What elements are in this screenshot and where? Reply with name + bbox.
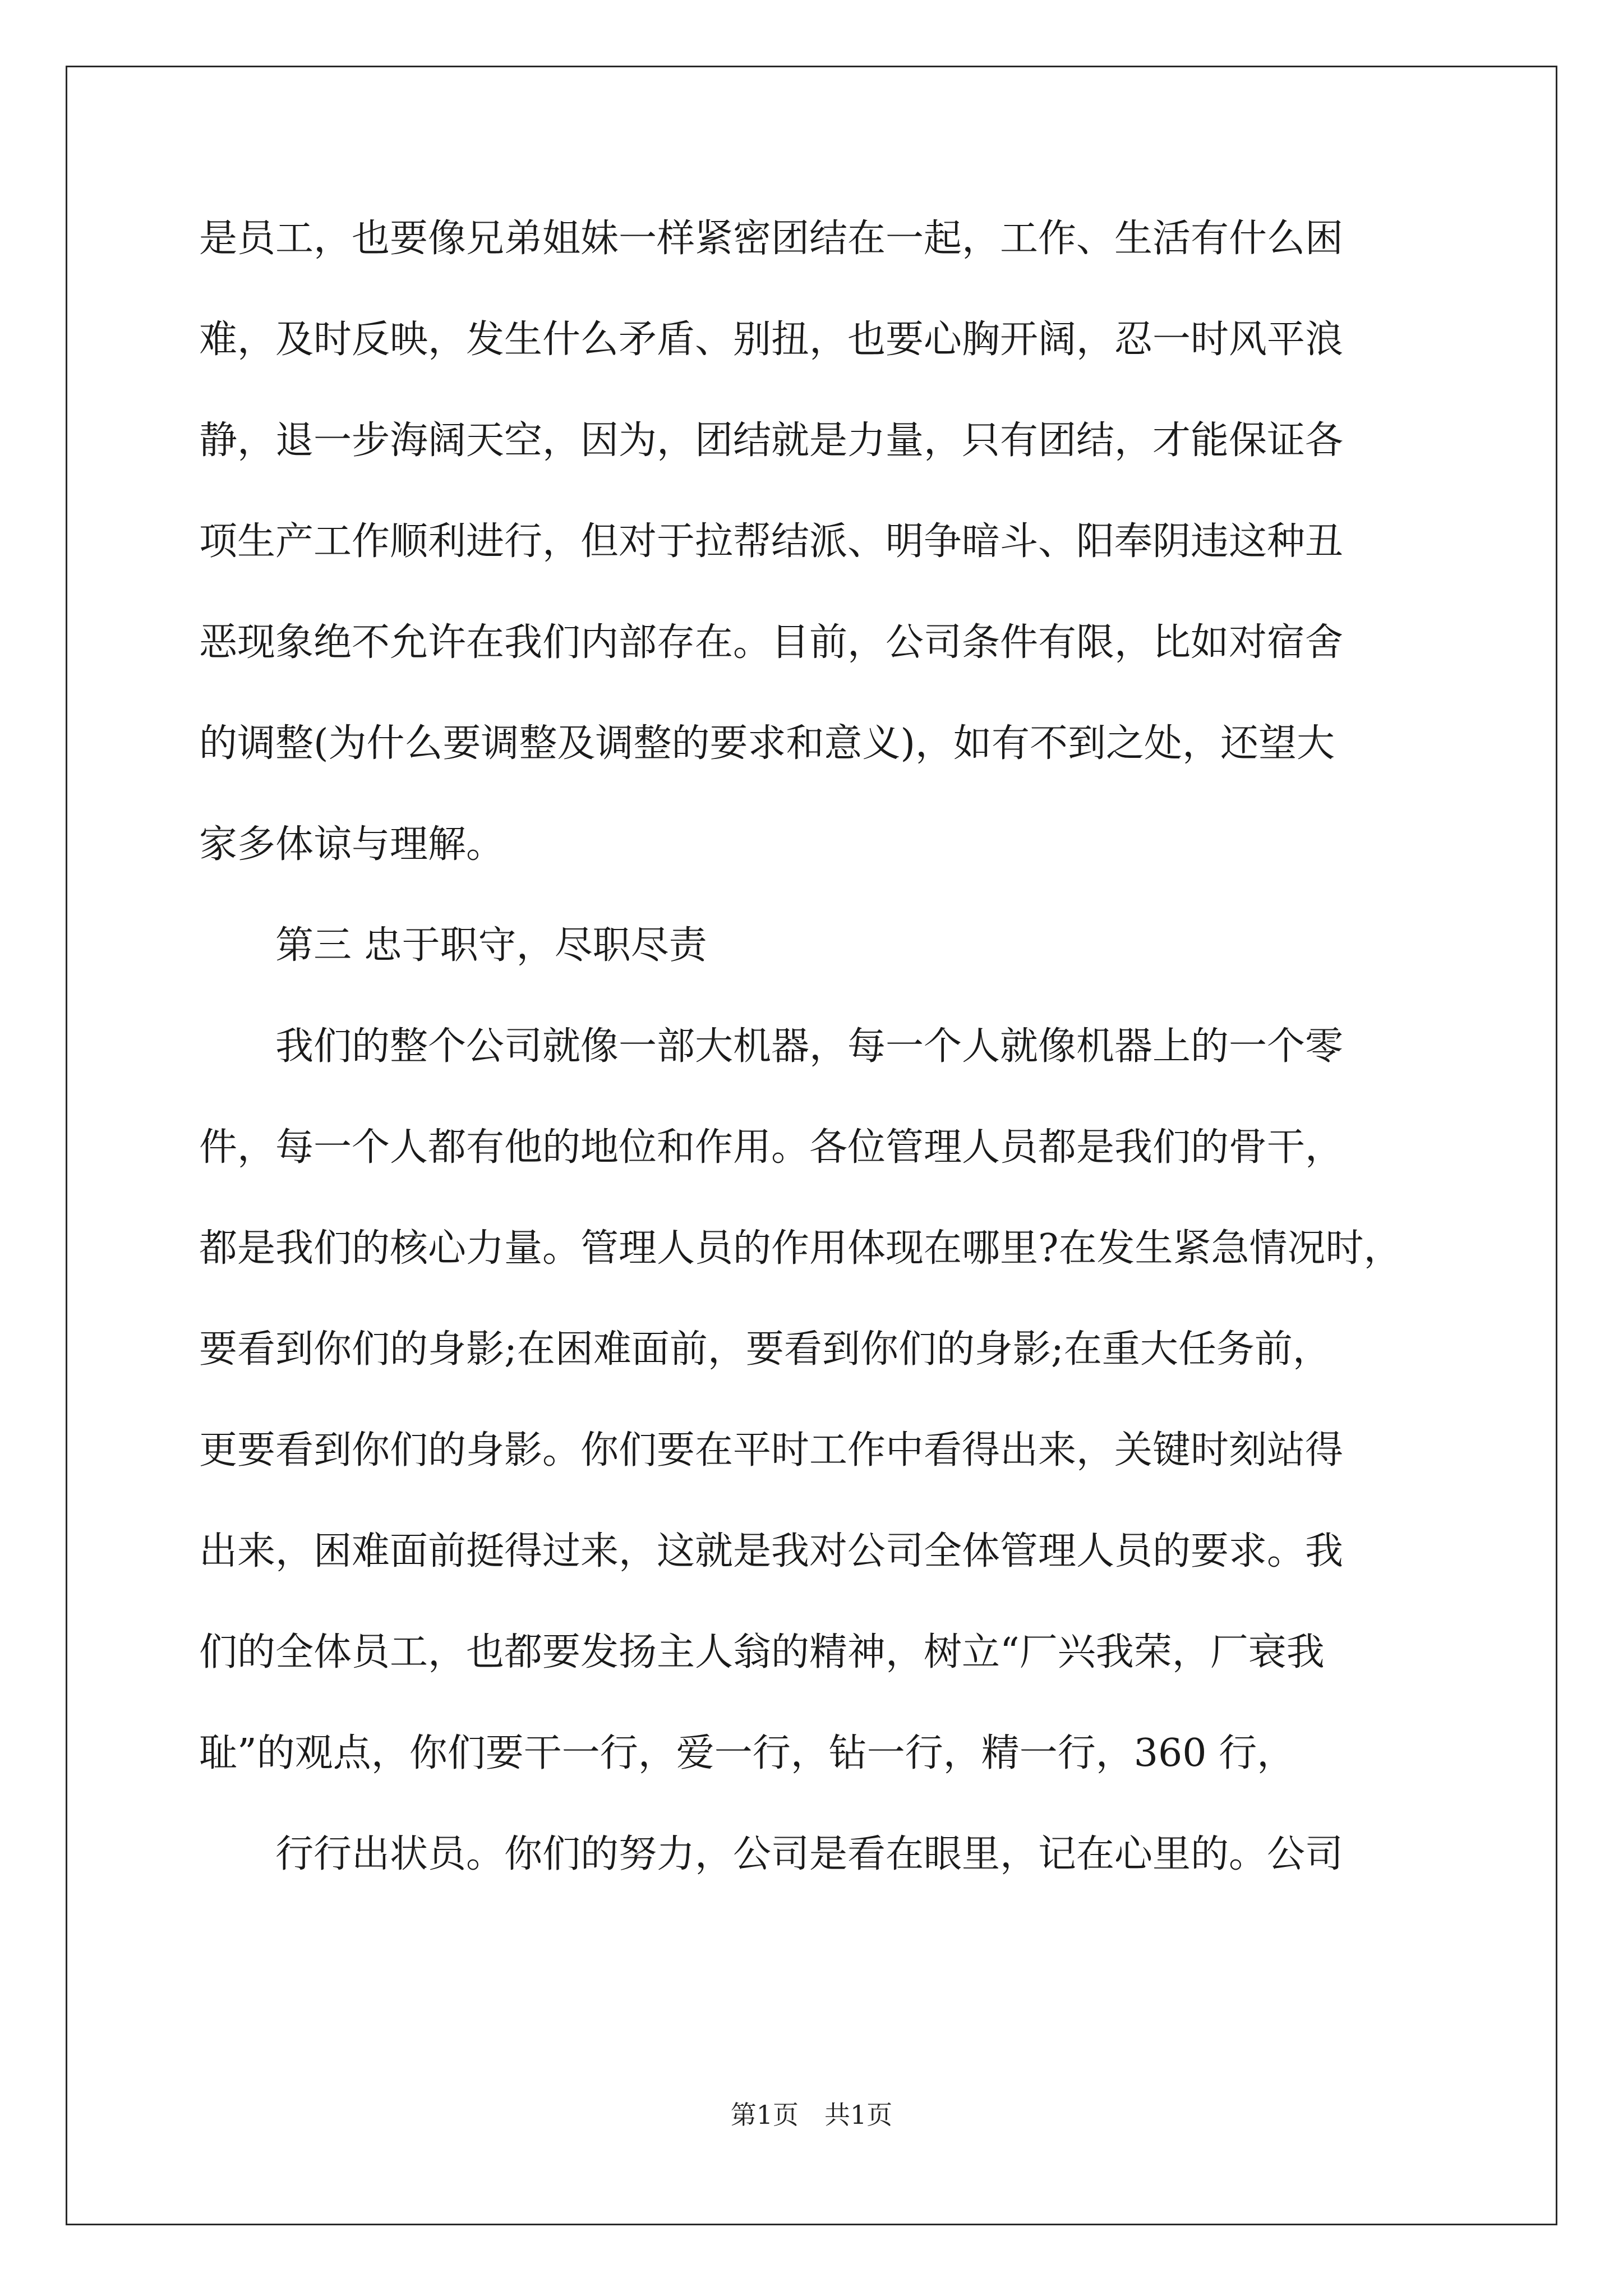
text-line: 是员工，也要像兄弟姐妹一样紧密团结在一起，工作、生活有什么困 [199,217,1344,261]
text-line: 项生产工作顺利进行，但对于拉帮结派、明争暗斗、阳奉阴违这种丑 [199,519,1344,564]
text-line: 难，及时反映，发生什么矛盾、别扭，也要心胸开阔，忍一时风平浪 [199,318,1344,362]
text-line: 都是我们的核心力量。管理人员的作用体现在哪里?在发生紧急情况时， [199,1226,1402,1271]
section-heading: 第三 忠于职守，尽职尽责 [199,923,707,968]
text-line: 更要看到你们的身影。你们要在平时工作中看得出来，关键时刻站得 [199,1428,1344,1473]
text-line: 出来，困难面前挺得过来，这就是我对公司全体管理人员的要求。我 [199,1529,1344,1573]
text-line: 行行出状员。你们的努力，公司是看在眼里，记在心里的。公司 [199,1832,1344,1876]
text-line: 要看到你们的身影;在困难面前，要看到你们的身影;在重大任务前， [199,1327,1331,1372]
text-line: 家多体谅与理解。 [199,822,505,867]
text-line: 静，退一步海阔天空，因为，团结就是力量，只有团结，才能保证各 [199,418,1344,463]
text-line: 我们的整个公司就像一部大机器，每一个人就像机器上的一个零 [199,1024,1344,1069]
text-line: 的调整(为什么要调整及调整的要求和意义)，如有不到之处，还望大 [199,721,1335,766]
text-line: 耻”的观点，你们要干一行，爱一行，钻一行，精一行，360 行， [199,1731,1295,1775]
text-line: 件，每一个人都有他的地位和作用。各位管理人员都是我们的骨干， [199,1125,1344,1170]
page-number: 第1页 共1页 [730,2100,893,2130]
text-line: 们的全体员工，也都要发扬主人翁的精神，树立“厂兴我荣，厂衰我 [199,1630,1325,1674]
text-line: 恶现象绝不允许在我们内部存在。目前，公司条件有限，比如对宿舍 [199,620,1344,665]
